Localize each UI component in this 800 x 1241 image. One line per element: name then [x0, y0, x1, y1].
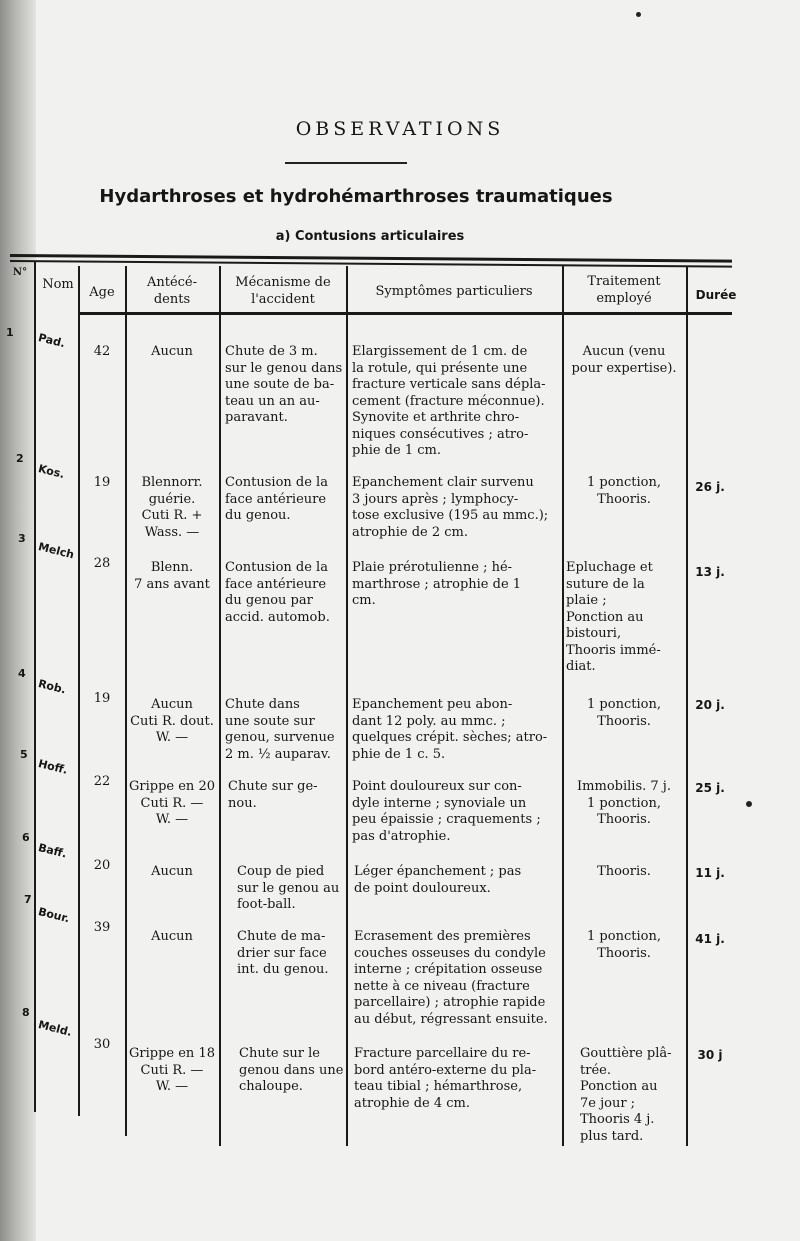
- row-age: 22: [93, 774, 111, 789]
- row-traitement: Thooris.: [597, 864, 651, 879]
- row-antecedents: Aucun: [151, 344, 193, 359]
- title-rule: [285, 162, 407, 164]
- row-mecanisme: Coup de pied sur le genou au foot-ball.: [237, 864, 340, 912]
- row-traitement: 1 ponction, Thooris.: [587, 475, 661, 507]
- row-age: 42: [93, 344, 111, 359]
- row-age: 39: [93, 920, 111, 935]
- row-duree: 41 j.: [695, 932, 725, 946]
- row-symptomes: Plaie prérotulienne ; hé- marthrose ; atrophie de 1 cm.: [352, 560, 522, 608]
- row-mecanisme: Chute de 3 m. sur le genou dans une soute de ba- teau un an au- paravant.: [225, 344, 343, 425]
- row-duree: 13 j.: [695, 565, 725, 579]
- header-antecedents: Antécé- dents: [146, 275, 198, 307]
- row-antecedents: Aucun: [151, 929, 193, 944]
- page-subtitle: Hydarthroses et hydrohémarthroses traumatiques: [99, 186, 613, 207]
- row-duree: 26 j.: [695, 480, 725, 494]
- row-duree: 11 j.: [695, 866, 725, 880]
- row-name: Hoff.: [36, 757, 69, 777]
- col-divider-nom: [34, 262, 36, 1112]
- page-title: OBSERVATIONS: [295, 118, 505, 140]
- row-name: Kos.: [36, 462, 66, 482]
- row-traitement: 1 ponction, Thooris.: [587, 929, 661, 961]
- row-age: 19: [93, 691, 111, 706]
- row-mecanisme: Chute de ma- drier sur face int. du genou.: [237, 929, 329, 977]
- col-divider-mecanisme: [219, 266, 221, 1146]
- section-heading: a) Contusions articulaires: [275, 229, 465, 244]
- header-mecanisme: Mécanisme de l'accident: [235, 275, 331, 307]
- ink-speck: [636, 12, 641, 17]
- row-antecedents: Blenn. 7 ans avant: [134, 560, 210, 592]
- header-age: Age: [89, 285, 115, 300]
- row-age: 19: [93, 475, 111, 490]
- row-number: 2: [16, 452, 24, 465]
- row-number: 8: [22, 1006, 30, 1019]
- row-traitement: Aucun (venu pour expertise).: [571, 344, 677, 376]
- header-nom: Nom: [42, 277, 74, 292]
- row-mecanisme: Chute sur ge- nou.: [228, 779, 318, 811]
- row-mecanisme: Contusion de la face antérieure du genou par accid. automob.: [225, 560, 330, 625]
- row-traitement: 1 ponction, Thooris.: [587, 697, 661, 729]
- row-name: Pad.: [36, 331, 67, 351]
- row-name: Melch: [36, 540, 76, 562]
- row-age: 28: [93, 556, 111, 571]
- col-divider-symptomes: [346, 266, 348, 1146]
- row-symptomes: Léger épanchement ; pas de point douloureux.: [354, 864, 522, 896]
- row-mecanisme: Chute dans une soute sur genou, survenue 2 m. ½ auparav.: [225, 697, 335, 762]
- row-number: 3: [18, 532, 26, 545]
- row-symptomes: Point douloureux sur con- dyle interne ; synoviale un peu épaissie ; craquements ; pas d'atrophie.: [352, 779, 541, 844]
- row-age: 20: [93, 858, 111, 873]
- header-duree: Durée: [695, 288, 737, 302]
- row-age: 30: [93, 1037, 111, 1052]
- row-name: Baff.: [36, 841, 69, 861]
- row-number: 5: [20, 748, 28, 761]
- row-traitement: Immobilis. 7 j. 1 ponction, Thooris.: [577, 779, 671, 827]
- row-symptomes: Epanchement peu abon- dant 12 poly. au mmc. ; quelques crépit. sèches; atro- phie de 1 c. 5.: [352, 697, 548, 762]
- row-symptomes: Ecrasement des premières couches osseuses du condyle interne ; crépitation osseuse nette à ce niveau (fracture parcellaire) ; atrophie rapide au début, régressant ensuite.: [354, 929, 548, 1027]
- row-mecanisme: Chute sur le genou dans une chaloupe.: [239, 1046, 344, 1094]
- row-number: 4: [18, 667, 26, 680]
- row-name: Bour.: [36, 905, 71, 926]
- row-traitement: Gouttière plâ- trée. Ponction au 7e jour ; Thooris 4 j. plus tard.: [580, 1046, 672, 1144]
- row-antecedents: Aucun: [151, 864, 193, 879]
- row-duree: 25 j.: [695, 781, 725, 795]
- row-antecedents: Grippe en 20 Cuti R. — W. —: [129, 779, 215, 827]
- row-number: 1: [6, 326, 14, 339]
- row-duree: 30 j: [697, 1048, 723, 1062]
- row-symptomes: Fracture parcellaire du re- bord antéro-externe du pla- teau tibial ; hémarthrose, atrophie de 4 cm.: [354, 1046, 537, 1111]
- row-antecedents: Grippe en 18 Cuti R. — W. —: [129, 1046, 215, 1094]
- row-mecanisme: Contusion de la face antérieure du genou.: [225, 475, 328, 523]
- header-num: N°: [12, 267, 28, 278]
- row-number: 6: [22, 831, 30, 844]
- header-symptomes: Symptômes particuliers: [375, 284, 533, 299]
- row-name: Meld.: [36, 1018, 74, 1039]
- row-antecedents: Blennorr. guérie. Cuti R. + Wass. —: [141, 475, 203, 540]
- ink-speck: [746, 801, 752, 807]
- row-antecedents: Aucun Cuti R. dout. W. —: [130, 697, 214, 745]
- row-name: Rob.: [36, 677, 68, 697]
- row-traitement: Epluchage et suture de la plaie ; Ponction au bistouri, Thooris immé- diat.: [566, 560, 661, 674]
- row-symptomes: Elargissement de 1 cm. de la rotule, qui présente une fracture verticale sans dépla- cement (fracture méconnue). Synovite et arthrite chro- niques consécutives ; atro- phie de 1 cm.: [352, 344, 546, 458]
- header-traitement: Traitement employé: [587, 274, 661, 306]
- row-symptomes: Epanchement clair survenu 3 jours après ; lymphocy- tose exclusive (195 au mmc.); atrophie de 2 cm.: [352, 475, 549, 540]
- row-duree: 20 j.: [695, 698, 725, 712]
- row-number: 7: [24, 893, 32, 906]
- header-bottom-rule: [78, 312, 732, 315]
